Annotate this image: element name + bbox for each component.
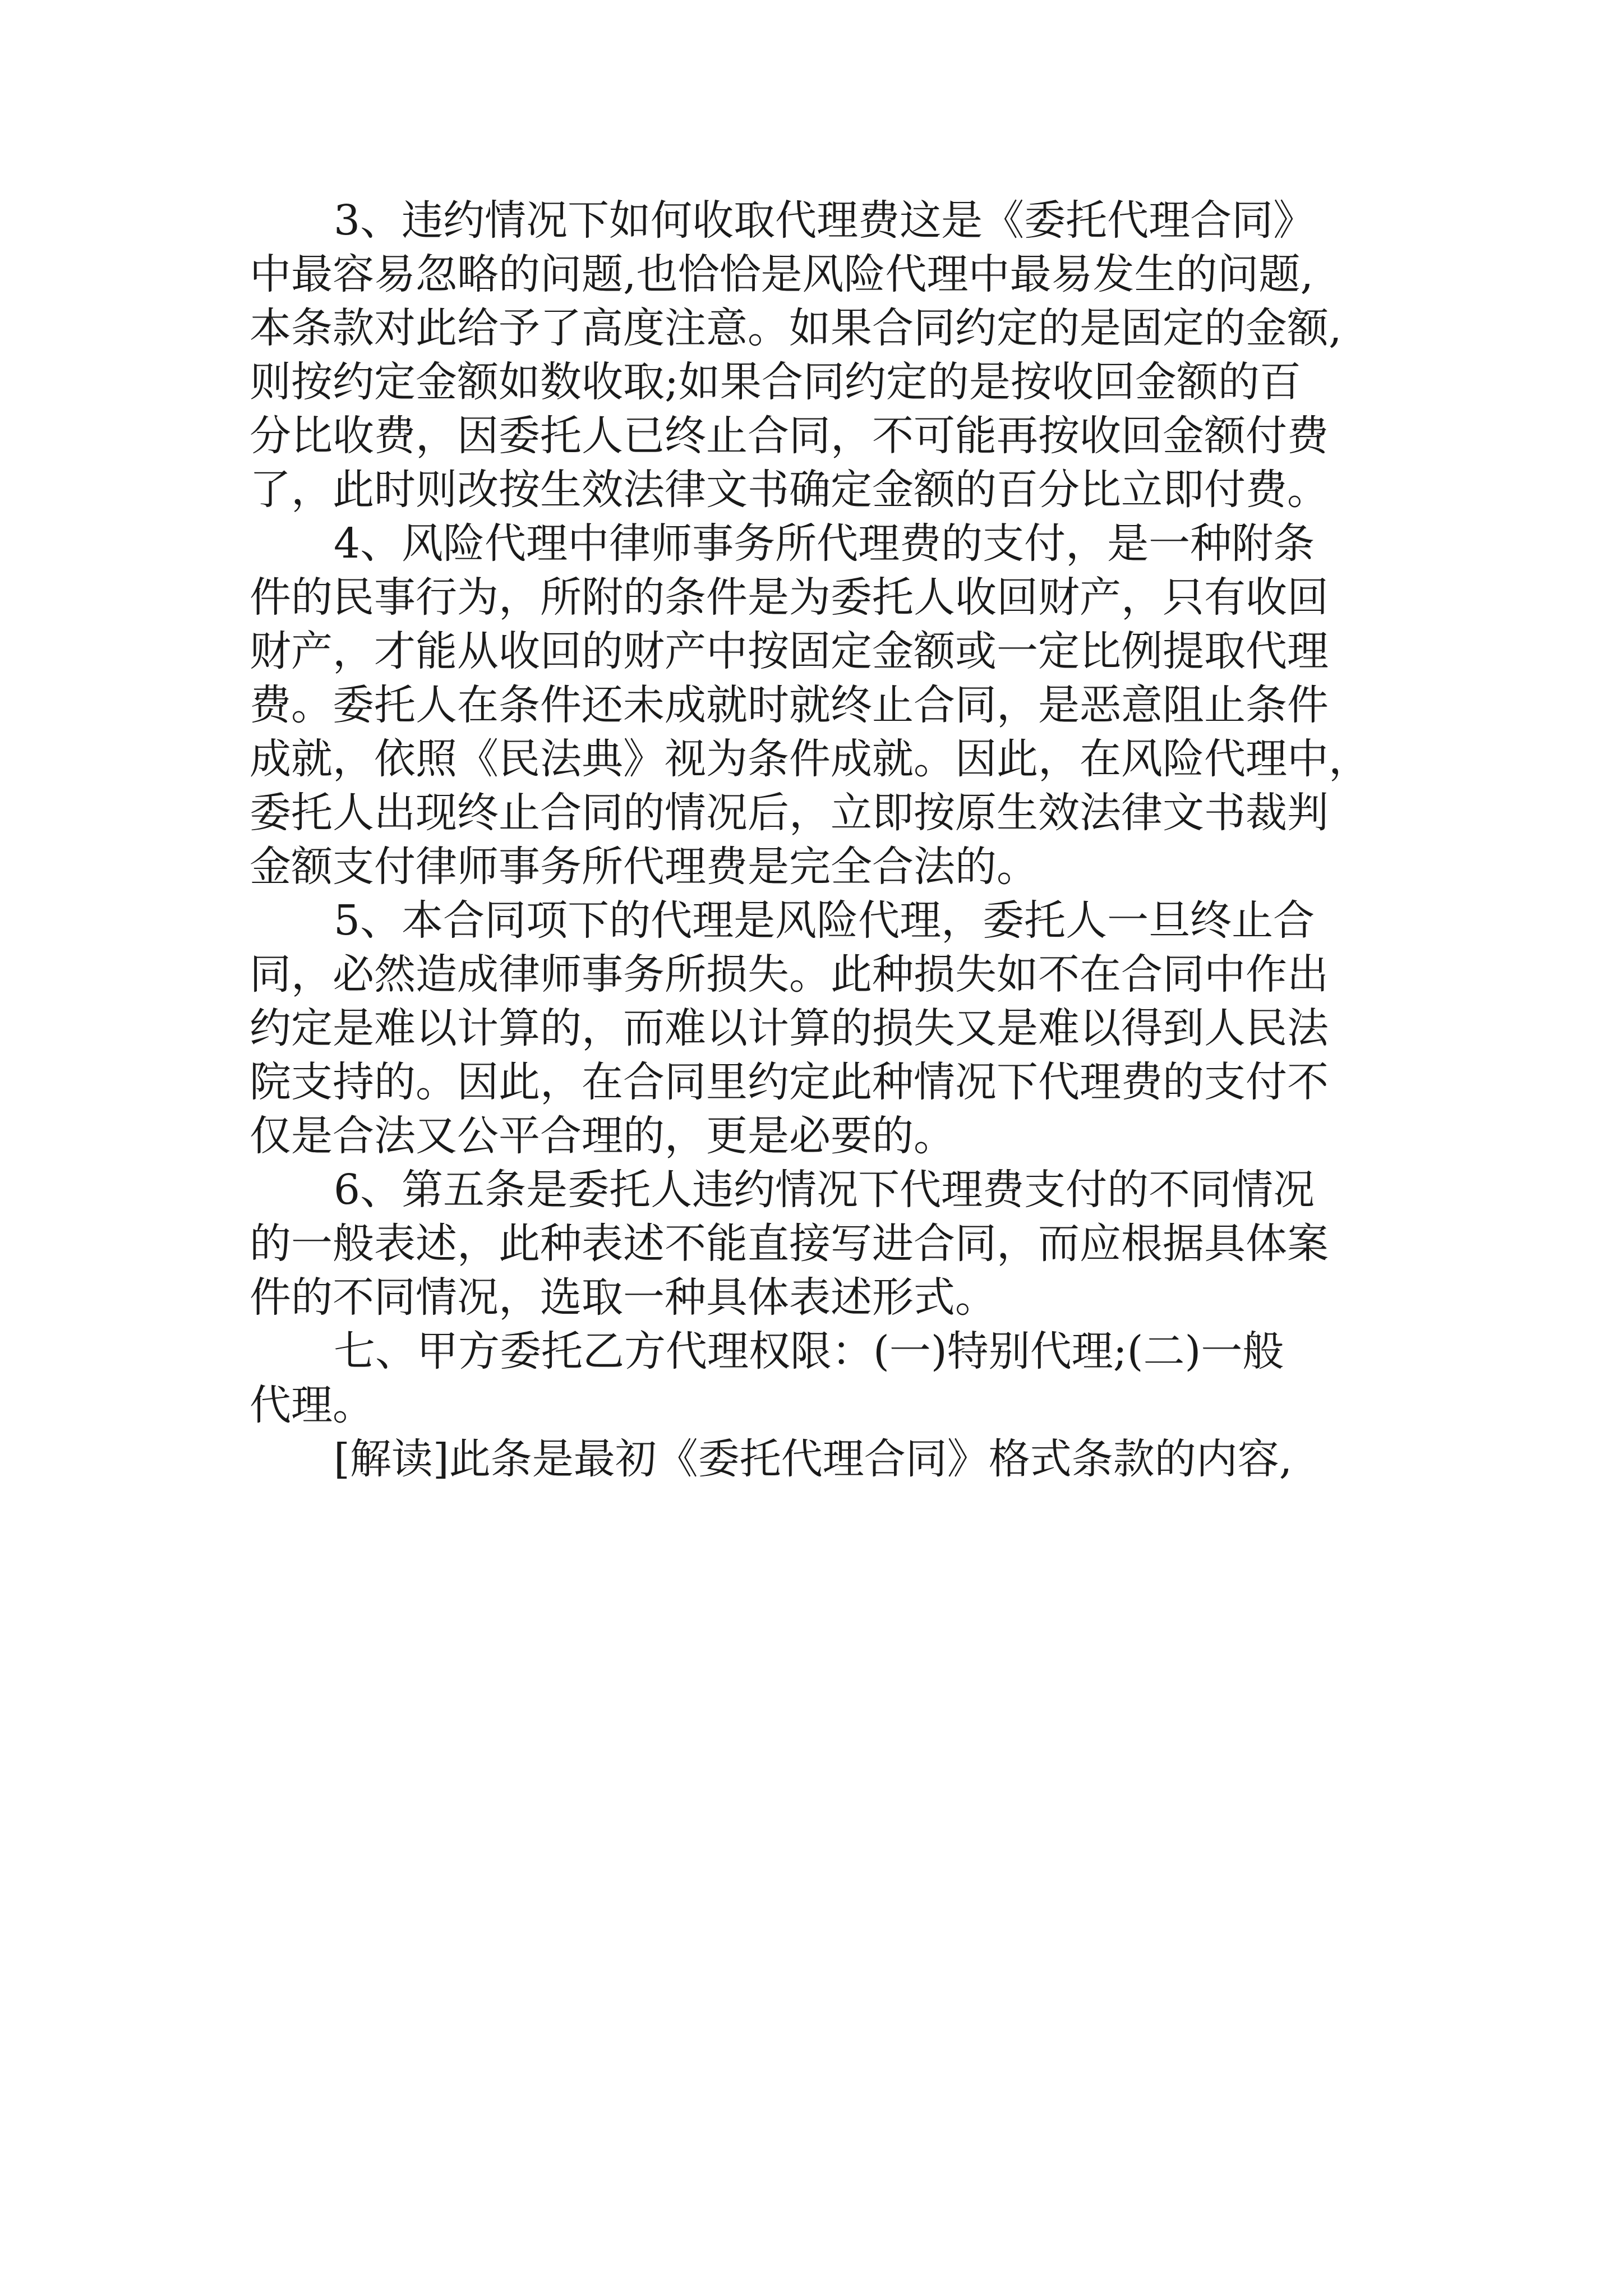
- text-line: 费。委托人在条件还未成就时就终止合同，是恶意阻止条件: [250, 681, 1329, 729]
- text-line: 6、第五条是委托人违约情况下代理费支付的不同情况: [334, 1166, 1315, 1214]
- text-line: 本条款对此给予了高度注意。如果合同约定的是固定的金额,: [250, 304, 1342, 352]
- document-body: [250, 194, 1416, 1486]
- text-line: 4、风险代理中律师事务所代理费的支付，是一种附条: [334, 519, 1315, 568]
- text-line: 院支持的。因此，在合同里约定此种情况下代理费的支付不: [250, 1058, 1329, 1106]
- text-line: 七、甲方委托乙方代理权限：(一)特别代理;(二)一般: [334, 1327, 1284, 1375]
- text-line: 则按约定金额如数收取;如果合同约定的是按收回金额的百: [250, 358, 1301, 406]
- text-line: [解读]此条是最初《委托代理合同》格式条款的内容,: [334, 1435, 1293, 1483]
- text-line: 分比收费，因委托人已终止合同，不可能再按收回金额付费: [250, 412, 1329, 460]
- text-line: 同，必然造成律师事务所损失。此种损失如不在合同中作出: [250, 950, 1329, 999]
- text-line: 件的民事行为，所附的条件是为委托人收回财产，只有收回: [250, 573, 1329, 622]
- text-line: 了，此时则改按生效法律文书确定金额的百分比立即付费。: [250, 466, 1329, 514]
- text-line: 3、违约情况下如何收取代理费这是《委托代理合同》: [334, 196, 1315, 245]
- text-line: 5、本合同项下的代理是风险代理，委托人一旦终止合: [334, 896, 1315, 945]
- text-line: 件的不同情况，选取一种具体表述形式。: [250, 1273, 997, 1322]
- text-line: 代理。: [250, 1381, 374, 1429]
- text-line: 仅是合法又公平合理的，更是必要的。: [250, 1112, 955, 1160]
- text-line: 金额支付律师事务所代理费是完全合法的。: [250, 843, 1038, 891]
- text-line: 委托人出现终止合同的情况后，立即按原生效法律文书裁判: [250, 789, 1329, 837]
- text-line: 中最容易忽略的问题,也恰恰是风险代理中最易发生的问题,: [250, 250, 1314, 298]
- text-line: 约定是难以计算的，而难以计算的损失又是难以得到人民法: [250, 1004, 1329, 1052]
- text-line: 的一般表述，此种表述不能直接写进合同，而应根据具体案: [250, 1220, 1329, 1268]
- text-line: 财产，才能从收回的财产中按固定金额或一定比例提取代理: [250, 627, 1329, 675]
- text-line: 成就，依照《民法典》视为条件成就。因此，在风险代理中，: [250, 735, 1370, 783]
